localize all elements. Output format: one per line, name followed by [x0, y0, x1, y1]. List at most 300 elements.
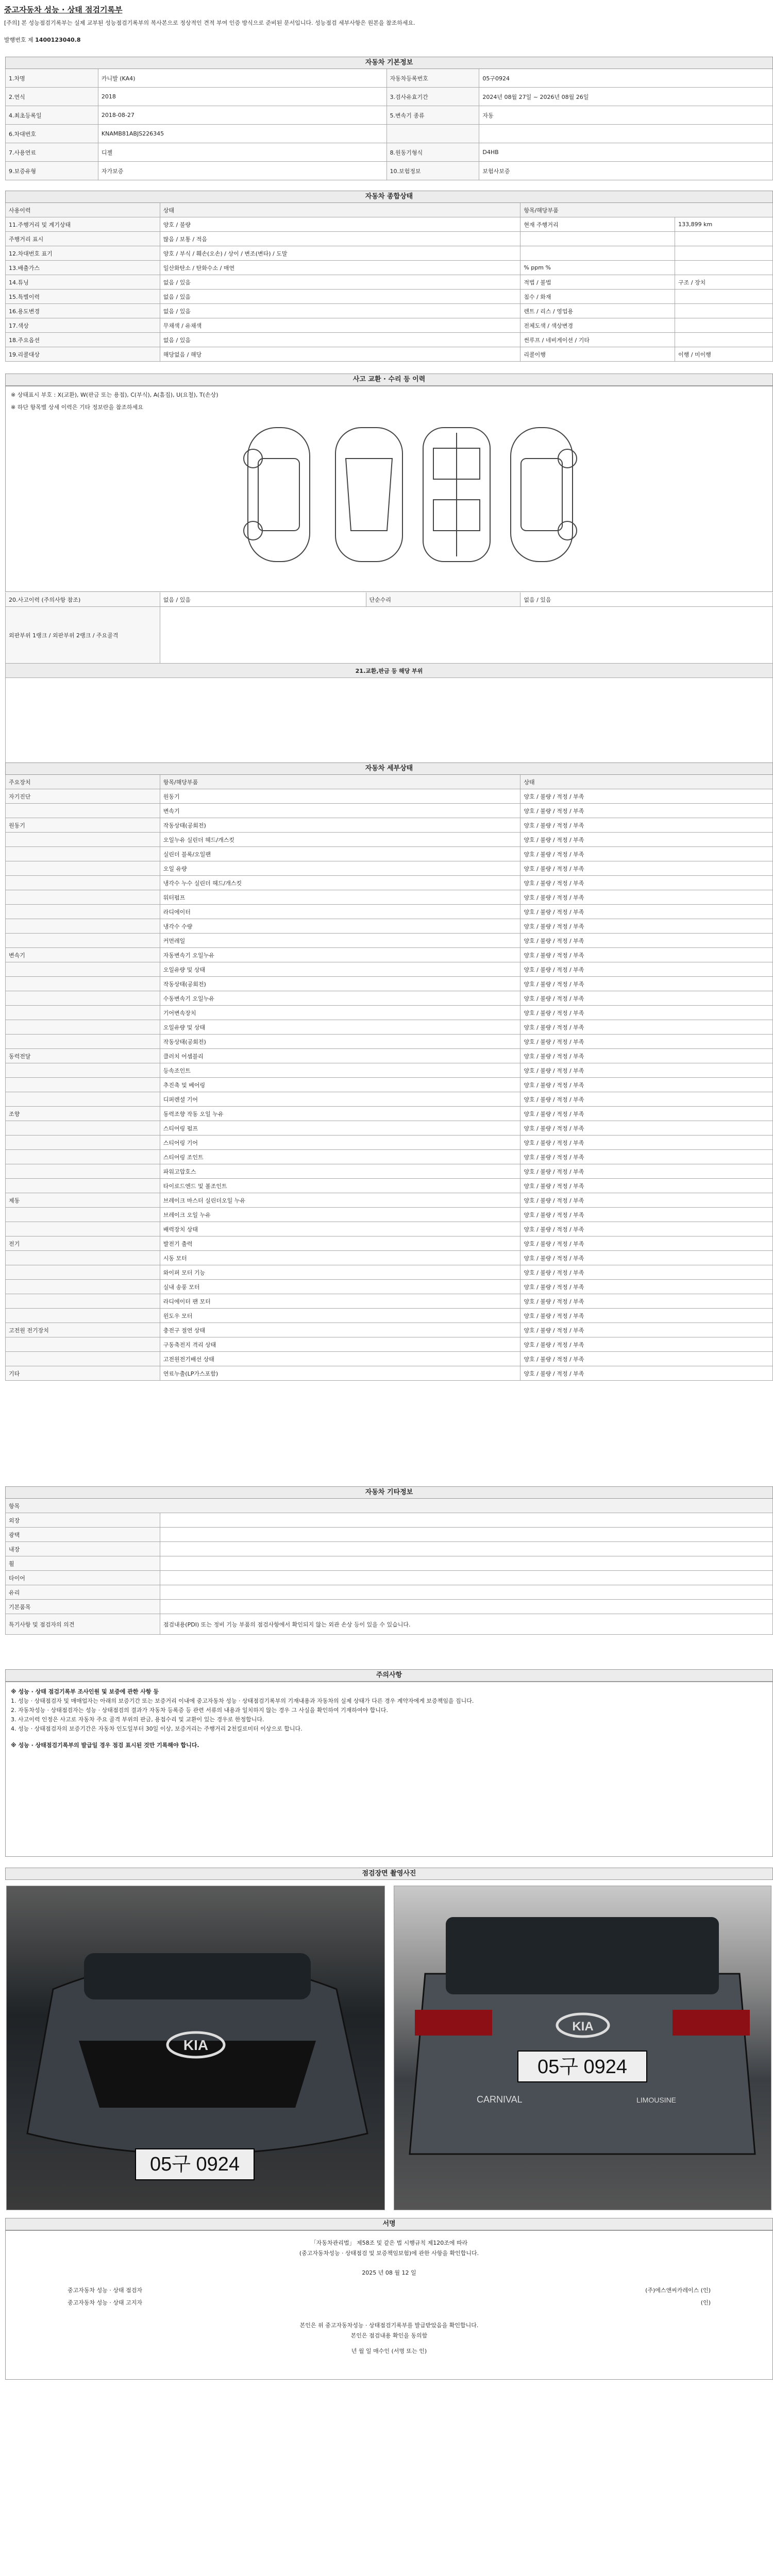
- diagram-area: [5, 386, 773, 592]
- stmt-2: (중고자동차성능 · 상태점검 및 보증책임보험)에 관한 사항을 확인합니다.: [299, 2250, 479, 2257]
- detail-group: 조향: [6, 1107, 160, 1121]
- detail-head-cell: 주요장치: [6, 775, 160, 789]
- basic-value: 2018: [98, 88, 387, 106]
- other-row: [6, 1571, 773, 1585]
- general-label: 12.차대번호 표기: [6, 246, 160, 260]
- detail-state: 양호 / 불량 / 적정 / 부족: [520, 1179, 773, 1193]
- detail-group: [6, 1309, 160, 1323]
- detail-item: 동력조향 작동 오일 누유: [160, 1107, 521, 1121]
- detail-item: 디퍼렌셜 기어: [160, 1092, 521, 1106]
- caution-line: 1. 성능 · 상태점검자 및 매매업자는 아래의 보증기간 또는 보증거리 이내에 중고자동차 성능 · 상태점검기록부의 기재내용과 자동차의 실제 상태가 다른 경우 계약자에게 보증책임을 집니다.: [11, 1698, 474, 1704]
- detail-item: 타이로드엔드 및 볼조인트: [160, 1179, 521, 1193]
- detail-group: [6, 977, 160, 991]
- detail-item: 등속조인트: [160, 1063, 521, 1077]
- general-item: 침수 / 화재: [520, 290, 675, 303]
- caution-box: [5, 1682, 773, 1857]
- doc-title: 중고자동차 성능 · 상태 점검기록부: [4, 5, 123, 14]
- detail-state: 양호 / 불량 / 적정 / 부족: [520, 1035, 773, 1048]
- detail-state: 양호 / 불량 / 적정 / 부족: [520, 1136, 773, 1149]
- detail-state: 양호 / 불량 / 적정 / 부족: [520, 1006, 773, 1020]
- general-state: 없음 / 있음: [160, 333, 521, 347]
- detail-state: 양호 / 불량 / 적정 / 부족: [520, 847, 773, 861]
- general-value: [675, 318, 773, 332]
- detail-item: 오일누유 실린더 헤드/개스킷: [160, 833, 521, 846]
- caution-line: ※ 성능 · 상태 점검기록부 조사인원 및 보증에 관한 사항 등: [11, 1688, 159, 1695]
- general-state: 해당없음 / 해당: [160, 347, 521, 361]
- other-item: 내장: [6, 1542, 160, 1556]
- diagram-legend-2: ※ 하단 항목별 상세 이력은 기타 정보란을 참조하세요: [11, 404, 143, 411]
- detail-head: [6, 775, 773, 789]
- detail-row: [6, 1337, 773, 1352]
- general-state: 일산화탄소 / 탄화수소 / 매연: [160, 261, 521, 275]
- general-row: [6, 304, 773, 318]
- basic-row: [6, 125, 773, 143]
- car-diagram: [6, 412, 773, 587]
- general-label: 19.리콜대상: [6, 347, 160, 361]
- detail-state: 양호 / 불량 / 적정 / 부족: [520, 789, 773, 803]
- caution-line: 3. 사고이력 인정은 사고로 자동차 주요 골격 부위의 판금, 용접수리 및 교환이 있는 경우로 한정합니다.: [11, 1716, 264, 1723]
- detail-row: [6, 1366, 773, 1381]
- other-row: [6, 1600, 773, 1614]
- detail-state: 양호 / 불량 / 적정 / 부족: [520, 1280, 773, 1294]
- detail-row: [6, 1035, 773, 1049]
- detail-row: [6, 948, 773, 962]
- general-item: 리콜이행: [520, 347, 675, 361]
- other-value: [160, 1542, 773, 1556]
- detail-group: 동력전달: [6, 1049, 160, 1063]
- stmt-1: 「자동차관리법」 제58조 및 같은 법 시행규칙 제120조에 따라: [310, 2240, 468, 2246]
- general-row: [6, 217, 773, 232]
- detail-group: [6, 1251, 160, 1265]
- basic-label-2: 8.원동기형식: [387, 143, 480, 161]
- other-row: [6, 1542, 773, 1556]
- detail-group: [6, 876, 160, 890]
- detail-row: [6, 1092, 773, 1107]
- rear-model: CARNIVAL: [477, 2094, 523, 2105]
- detail-group: [6, 1078, 160, 1092]
- detail-state: 양호 / 불량 / 적정 / 부족: [520, 962, 773, 976]
- basic-label: 7.사용연료: [6, 143, 98, 161]
- general-state: 없음 / 있음: [160, 290, 521, 303]
- detail-group: [6, 1222, 160, 1236]
- detail-state: 양호 / 불량 / 적정 / 부족: [520, 934, 773, 947]
- detail-state: 양호 / 불량 / 적정 / 부족: [520, 991, 773, 1005]
- basic-label-2: 5.변속기 종류: [387, 106, 480, 124]
- other-row: [6, 1585, 773, 1600]
- detail-group: [6, 1035, 160, 1048]
- other-value: [160, 1528, 773, 1541]
- detail-item: 오일유량 및 상태: [160, 962, 521, 976]
- inspector-name: (주)에스앤씨카레이스 (인): [645, 2287, 711, 2294]
- basic-row: [6, 106, 773, 125]
- detail-item: 실내 송풍 모터: [160, 1280, 521, 1294]
- detail-head-cell: 항목/해당부품: [160, 775, 521, 789]
- detail-item: 작동상태(공회전): [160, 977, 521, 991]
- detail-group: [6, 905, 160, 919]
- detail-table: [5, 775, 773, 1381]
- basic-label-2: 10.보험정보: [387, 162, 480, 180]
- detail-state: 양호 / 불량 / 적정 / 부족: [520, 1265, 773, 1279]
- detail-item: 와이퍼 모터 기능: [160, 1265, 521, 1279]
- detail-group: [6, 1280, 160, 1294]
- detail-state: 양호 / 불량 / 적정 / 부족: [520, 1092, 773, 1106]
- detail-item: 원동기: [160, 789, 521, 803]
- detail-head-cell: 상태: [520, 775, 773, 789]
- general-label: 11.주행거리 및 계기상태: [6, 217, 160, 231]
- basic-label: 1.차명: [6, 69, 98, 87]
- basic-label-2: 3.검사유효기간: [387, 88, 480, 106]
- detail-row: [6, 934, 773, 948]
- notes-text: 점검내용(PDI) 또는 정비 기능 부품의 점검사항에서 확인되지 않는 외관 손상 등이 있을 수 있습니다.: [160, 1614, 773, 1634]
- other-item: 휠: [6, 1556, 160, 1570]
- general-value: [675, 261, 773, 275]
- general-value: 구조 / 장치: [675, 275, 773, 289]
- detail-item: 구동축전지 격리 상태: [160, 1337, 521, 1351]
- detail-row: [6, 876, 773, 890]
- detail-row: [6, 1323, 773, 1337]
- accident-value: 없음 / 있음: [160, 592, 366, 606]
- detail-state: 양호 / 불량 / 적정 / 부족: [520, 1107, 773, 1121]
- detail-row: [6, 1309, 773, 1323]
- detail-state: 양호 / 불량 / 적정 / 부족: [520, 890, 773, 904]
- detail-state: 양호 / 불량 / 적정 / 부족: [520, 876, 773, 890]
- basic-row: [6, 88, 773, 106]
- detail-item: 수동변속기 오일누유: [160, 991, 521, 1005]
- general-label: 16.용도변경: [6, 304, 160, 318]
- detail-state: 양호 / 불량 / 적정 / 부족: [520, 1208, 773, 1222]
- general-row: [6, 347, 773, 362]
- basic-label: 4.최초등록일: [6, 106, 98, 124]
- parts-title: 21.교환,판금 등 해당 부위: [6, 664, 773, 677]
- other-value: [160, 1513, 773, 1527]
- other-item: 광택: [6, 1528, 160, 1541]
- general-item: [520, 232, 675, 246]
- detail-group: 변속기: [6, 948, 160, 962]
- detail-item: 고전원전기배선 상태: [160, 1352, 521, 1366]
- detail-state: 양호 / 불량 / 적정 / 부족: [520, 1020, 773, 1034]
- general-value: 이행 / 미이행: [675, 347, 773, 361]
- detail-state: 양호 / 불량 / 적정 / 부족: [520, 1049, 773, 1063]
- repair-label: 단순수리: [366, 592, 521, 606]
- rear-plate: 05구 0924: [537, 2056, 628, 2078]
- general-state-title: 자동차 종합상태: [5, 191, 773, 203]
- other-title: 자동차 기타정보: [5, 1486, 773, 1499]
- general-head-cell: 상태: [160, 203, 521, 217]
- detail-group: 기타: [6, 1366, 160, 1380]
- general-item: 전체도색 / 색상변경: [520, 318, 675, 332]
- detail-item: 브레이크 오일 누유: [160, 1208, 521, 1222]
- detail-row: [6, 1020, 773, 1035]
- general-label: 13.배출가스: [6, 261, 160, 275]
- detail-group: [6, 890, 160, 904]
- basic-value-2: 자동: [479, 106, 773, 124]
- detail-row: [6, 977, 773, 991]
- detail-row: [6, 1107, 773, 1121]
- general-value: [675, 232, 773, 246]
- detail-row: [6, 1251, 773, 1265]
- notes-label: 특기사항 및 점검자의 의견: [6, 1614, 160, 1634]
- detail-row: [6, 905, 773, 919]
- detail-item: 작동상태(공회전): [160, 818, 521, 832]
- rear-brand: KIA: [572, 2020, 594, 2033]
- signoff-title: 서명: [5, 2218, 773, 2230]
- detail-state: 양호 / 불량 / 적정 / 부족: [520, 1337, 773, 1351]
- detail-item: 클러치 어셈블리: [160, 1049, 521, 1063]
- detail-item: 오일 유량: [160, 861, 521, 875]
- seller-label: 중고자동차 성능 · 상태 고지자: [68, 2299, 142, 2306]
- detail-title: 자동차 세부상태: [5, 762, 773, 775]
- detail-item: 워터펌프: [160, 890, 521, 904]
- basic-label: 6.차대번호: [6, 125, 98, 143]
- detail-row: [6, 1208, 773, 1222]
- caution-line: 4. 성능 · 상태점검자의 보증기간은 자동차 인도일부터 30일 이상, 보증거리는 주행거리 2천킬로미터 이상으로 합니다.: [11, 1725, 303, 1732]
- detail-item: 발전기 출력: [160, 1236, 521, 1250]
- sign-date: 2025 년 08 월 12 일: [362, 2269, 416, 2276]
- detail-group: [6, 1164, 160, 1178]
- basic-value-2: D4HB: [479, 143, 773, 161]
- detail-group: [6, 1150, 160, 1164]
- detail-group: 고전원 전기장치: [6, 1323, 160, 1337]
- detail-state: 양호 / 불량 / 적정 / 부족: [520, 1164, 773, 1178]
- general-state: 없음 / 있음: [160, 275, 521, 289]
- detail-row: [6, 1352, 773, 1366]
- basic-row: [6, 143, 773, 162]
- detail-group: [6, 962, 160, 976]
- detail-row: [6, 1063, 773, 1078]
- other-table: [5, 1499, 773, 1635]
- basic-label: 9.보증유형: [6, 162, 98, 180]
- other-item: 유리: [6, 1585, 160, 1599]
- detail-row: [6, 833, 773, 847]
- general-head: [6, 203, 773, 217]
- detail-item: 커먼레일: [160, 934, 521, 947]
- detail-state: 양호 / 불량 / 적정 / 부족: [520, 1222, 773, 1236]
- general-value: [675, 304, 773, 318]
- inspector-label: 중고자동차 성능 · 상태 점검자: [68, 2287, 142, 2294]
- signoff-box: [5, 2230, 773, 2380]
- detail-group: [6, 1208, 160, 1222]
- detail-item: 연료누출(LP가스포함): [160, 1366, 521, 1380]
- caution-warning: ※ 성능 · 상태점검기록부의 발급일 경우 점검 표시된 것만 기록해야 합니다.: [11, 1742, 199, 1749]
- detail-state: 양호 / 불량 / 적정 / 부족: [520, 861, 773, 875]
- front-photo: [6, 1886, 385, 2210]
- detail-item: 스티어링 기어: [160, 1136, 521, 1149]
- general-state: 양호 / 불량: [160, 217, 521, 231]
- basic-value: 디젤: [98, 143, 387, 161]
- other-item: 기본품목: [6, 1600, 160, 1614]
- general-row: [6, 333, 773, 347]
- buyer-stmt-2: 본인은 점검내용 확인을 동의함: [350, 2332, 428, 2339]
- detail-row: [6, 847, 773, 861]
- detail-state: 양호 / 불량 / 적정 / 부족: [520, 1352, 773, 1366]
- general-state: 없음 / 있음: [160, 304, 521, 318]
- photos-title: 점검장면 촬영사진: [5, 1868, 773, 1880]
- other-row: [6, 1528, 773, 1542]
- detail-state: 양호 / 불량 / 적정 / 부족: [520, 1193, 773, 1207]
- general-value: 133,899 km: [675, 217, 773, 231]
- general-value: [675, 333, 773, 347]
- basic-row: [6, 69, 773, 88]
- rear-photo: [394, 1886, 771, 2210]
- detail-item: 시동 모터: [160, 1251, 521, 1265]
- detail-row: [6, 861, 773, 876]
- detail-item: 추진축 및 베어링: [160, 1078, 521, 1092]
- detail-group: 원동기: [6, 818, 160, 832]
- detail-row: [6, 818, 773, 833]
- general-value: [675, 290, 773, 303]
- detail-item: 오일유량 및 상태: [160, 1020, 521, 1034]
- basic-row: [6, 162, 773, 180]
- detail-row: [6, 1078, 773, 1092]
- general-item: % ppm %: [520, 261, 675, 275]
- other-value: [160, 1571, 773, 1585]
- detail-group: 제동: [6, 1193, 160, 1207]
- general-label: 18.주요옵션: [6, 333, 160, 347]
- general-label: 주행거리 표시: [6, 232, 160, 246]
- detail-row: [6, 1136, 773, 1150]
- basic-value-2: 05구0924: [479, 69, 773, 87]
- general-item: 적법 / 불법: [520, 275, 675, 289]
- detail-state: 양호 / 불량 / 적정 / 부족: [520, 919, 773, 933]
- other-value: [160, 1556, 773, 1570]
- cert-number: 1400123040.8: [35, 37, 81, 43]
- detail-group: [6, 1006, 160, 1020]
- basic-value: KNAMB81ABJS226345: [98, 125, 387, 143]
- notes-row: [6, 1614, 773, 1635]
- detail-group: [6, 833, 160, 846]
- detail-state: 양호 / 불량 / 적정 / 부족: [520, 1150, 773, 1164]
- cert-line: [4, 36, 769, 44]
- general-value: [675, 246, 773, 260]
- caution-line: 2. 자동차성능 · 상태점검자는 성능 · 상태점검의 결과가 자동차 등록증 등 관련 서류의 내용과 일치하지 않는 경우 그 사실을 확인하여 기재하여야 합니다.: [11, 1707, 388, 1714]
- buyer-sign: 년 월 일 매수인 (서명 또는 인): [351, 2348, 427, 2354]
- general-row: [6, 246, 773, 261]
- detail-state: 양호 / 불량 / 적정 / 부족: [520, 1121, 773, 1135]
- detail-row: [6, 1193, 773, 1208]
- detail-item: 스티어링 펌프: [160, 1121, 521, 1135]
- general-row: [6, 290, 773, 304]
- general-label: 14.튜닝: [6, 275, 160, 289]
- general-item: 현재 주행거리: [520, 217, 675, 231]
- detail-row: [6, 991, 773, 1006]
- detail-row: [6, 804, 773, 818]
- basic-value: 자가보증: [98, 162, 387, 180]
- detail-group: [6, 1121, 160, 1135]
- general-item: 렌트 / 리스 / 영업용: [520, 304, 675, 318]
- detail-row: [6, 1006, 773, 1020]
- detail-item: 라디에이터 팬 모터: [160, 1294, 521, 1308]
- detail-row: [6, 1236, 773, 1251]
- detail-state: 양호 / 불량 / 적정 / 부족: [520, 1063, 773, 1077]
- basic-label-2: [387, 125, 480, 143]
- detail-group: [6, 861, 160, 875]
- detail-item: 기어변속장치: [160, 1006, 521, 1020]
- detail-state: 양호 / 불량 / 적정 / 부족: [520, 1236, 773, 1250]
- detail-group: [6, 804, 160, 818]
- detail-group: 전기: [6, 1236, 160, 1250]
- basic-info-title: 자동차 기본정보: [5, 57, 773, 69]
- detail-row: [6, 1150, 773, 1164]
- detail-group: [6, 1294, 160, 1308]
- detail-row: [6, 1164, 773, 1179]
- detail-item: 변속기: [160, 804, 521, 818]
- detail-item: 실린더 블록/오일팬: [160, 847, 521, 861]
- general-state: 양호 / 부식 / 훼손(오손) / 상이 / 변조(변타) / 도말: [160, 246, 521, 260]
- diagram-title: 사고 교환 · 수리 등 이력: [5, 374, 773, 386]
- outer-label: 외판부위 1랭크 / 외판부위 2랭크 / 주요골격: [6, 607, 160, 663]
- other-value: [160, 1585, 773, 1599]
- general-item: [520, 246, 675, 260]
- front-brand: KIA: [183, 2037, 209, 2053]
- cert-label: 발행번호 제: [4, 37, 33, 43]
- detail-item: 배력장치 상태: [160, 1222, 521, 1236]
- detail-row: [6, 1222, 773, 1236]
- detail-group: [6, 1136, 160, 1149]
- detail-row: [6, 1049, 773, 1063]
- detail-group: [6, 847, 160, 861]
- general-row: [6, 261, 773, 275]
- detail-row: [6, 1179, 773, 1193]
- detail-item: 라디에이터: [160, 905, 521, 919]
- other-item: 외장: [6, 1513, 160, 1527]
- detail-state: 양호 / 불량 / 적정 / 부족: [520, 1366, 773, 1380]
- general-head-cell: 항목/해당부품: [520, 203, 773, 217]
- detail-state: 양호 / 불량 / 적정 / 부족: [520, 977, 773, 991]
- detail-item: 자동변속기 오일누유: [160, 948, 521, 962]
- detail-state: 양호 / 불량 / 적정 / 부족: [520, 818, 773, 832]
- other-value: [160, 1600, 773, 1614]
- detail-row: [6, 890, 773, 905]
- detail-group: [6, 991, 160, 1005]
- basic-value-2: 보험사보증: [479, 162, 773, 180]
- detail-state: 양호 / 불량 / 적정 / 부족: [520, 804, 773, 818]
- basic-value: 카니발 (KA4): [98, 69, 387, 87]
- general-row: [6, 318, 773, 333]
- detail-state: 양호 / 불량 / 적정 / 부족: [520, 1309, 773, 1323]
- detail-item: 스티어링 조인트: [160, 1150, 521, 1164]
- detail-row: [6, 962, 773, 977]
- rear-trim: LIMOUSINE: [636, 2096, 677, 2104]
- detail-row: [6, 919, 773, 934]
- other-sub: 항목: [6, 1499, 773, 1513]
- detail-row: [6, 1294, 773, 1309]
- other-row: [6, 1556, 773, 1571]
- basic-value-2: [479, 125, 773, 143]
- general-item: 썬루프 / 네비게이션 / 기타: [520, 333, 675, 347]
- general-label: 15.특별이력: [6, 290, 160, 303]
- detail-group: 자기진단: [6, 789, 160, 803]
- detail-item: 충전구 절연 상태: [160, 1323, 521, 1337]
- accident-label: 20.사고이력 (주의사항 참조): [6, 592, 160, 606]
- general-row: [6, 275, 773, 290]
- detail-item: 브레이크 마스터 실린더오일 누유: [160, 1193, 521, 1207]
- general-state: 무채색 / 유채색: [160, 318, 521, 332]
- detail-group: [6, 1063, 160, 1077]
- general-state-table: [5, 203, 773, 362]
- buyer-stmt: 본인은 위 중고자동차성능 · 상태점검기록부를 발급받았음을 확인합니다.: [299, 2322, 479, 2329]
- detail-state: 양호 / 불량 / 적정 / 부족: [520, 905, 773, 919]
- front-plate: 05구 0924: [149, 2154, 240, 2175]
- detail-item: 냉각수 누수 실린더 헤드/개스킷: [160, 876, 521, 890]
- caution-title: 주의사항: [5, 1669, 773, 1682]
- detail-item: 작동상태(공회전): [160, 1035, 521, 1048]
- basic-label: 2.연식: [6, 88, 98, 106]
- detail-state: 양호 / 불량 / 적정 / 부족: [520, 833, 773, 846]
- detail-state: 양호 / 불량 / 적정 / 부족: [520, 1294, 773, 1308]
- notice-text: [주의] 본 성능점검기록부는 실제 교부된 성능점검기록부의 복사본으로 정상적인 견적 부여 인증 방식으로 준비된 문서입니다. 성능점검 세부사항은 원본을 참조하세요.: [4, 20, 415, 26]
- detail-item: 파워고압호스: [160, 1164, 521, 1178]
- detail-row: [6, 1121, 773, 1136]
